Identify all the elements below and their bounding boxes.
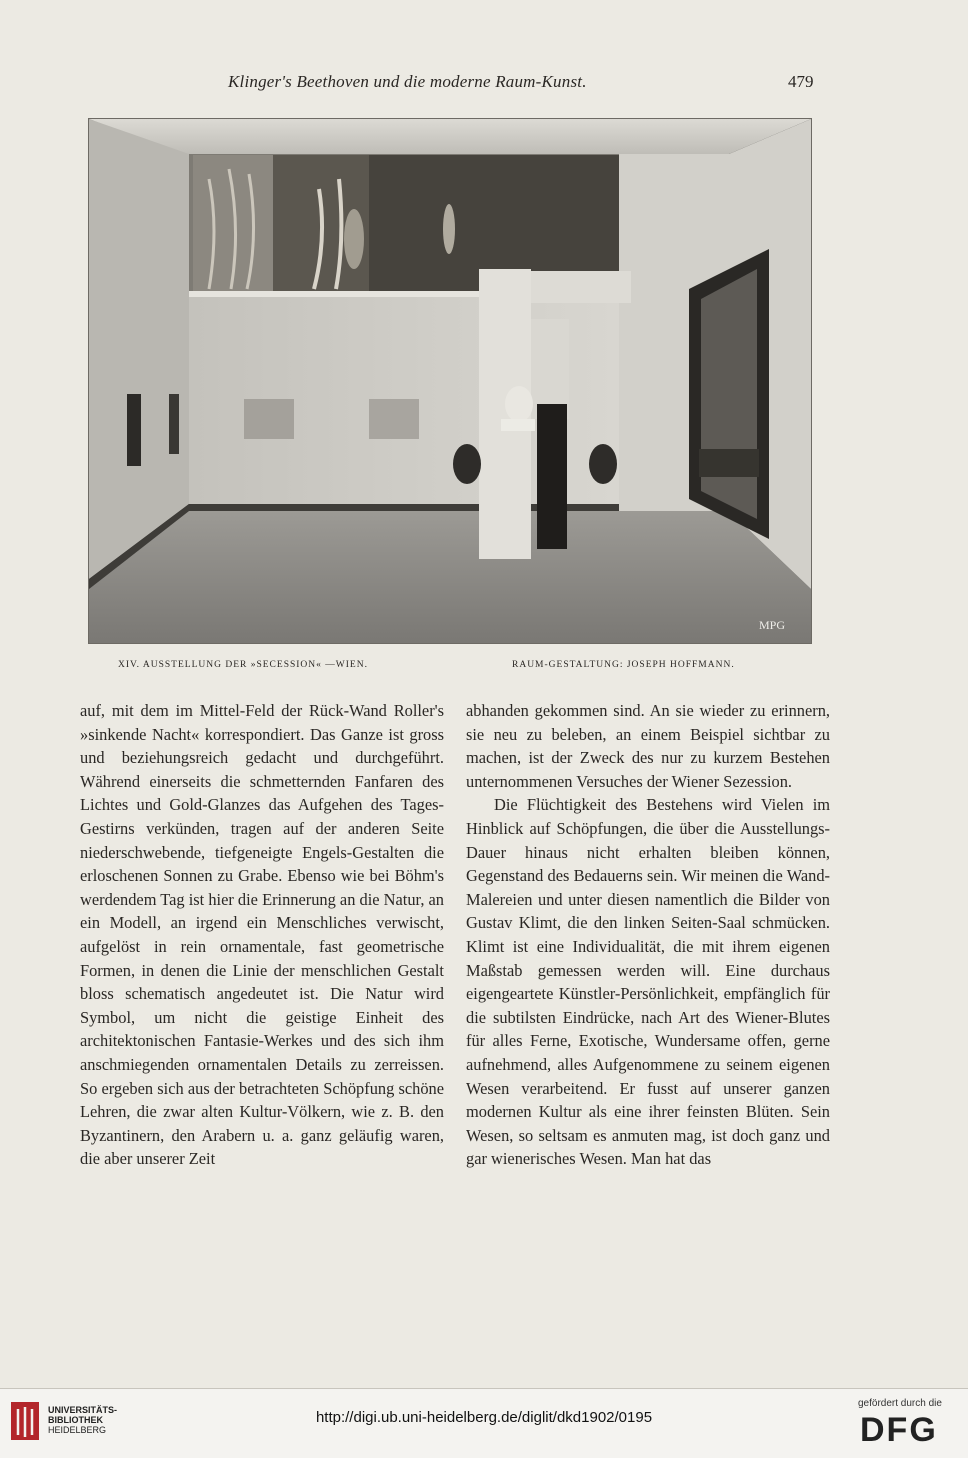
library-name-line: BIBLIOTHEK <box>48 1415 103 1425</box>
photo-illustration <box>89 119 811 643</box>
digitization-footer <box>0 1388 968 1458</box>
library-name-line: UNIVERSITÄTS- <box>48 1405 118 1415</box>
paragraph: Die Flüchtigkeit des Bestehens wird Vielen im Hinblick auf Schöpfungen, die über die Ausstellungs-Dauer hinaus nicht erhalten bleiben können, Gegenstand des Bedauerns sein. Wir meinen die Wand-Malereien und unter diesen namentlich die Bilder von Gustav Klimt, die den linken Seiten-Saal schmücken. Klimt ist eine Individualität, die mit ihrem eigenen Maßstab gemessen werden will. Eine durchaus eigengeartete Künstler-Persönlichkeit, empfänglich für die subtilsten Eindrücke, nach Art des Wiener-Blutes für alles Ferne, Exotische, Wundersame offen, gerne aufnehmend, alles Aufgenommene zu seinem eigenen Wesen verarbeitend. Er fusst auf unserer ganzen modernen Kultur als eine ihrer feinsten Blüten. Sein Wesen, so seltsam es anmuten mag, ist doch ganz und gar wienerisches Wesen. Man hat das <box>466 795 830 1169</box>
running-title: Klinger's Beethoven und die moderne Raum-Kunst. <box>228 72 587 91</box>
paragraph: auf, mit dem im Mittel-Feld der Rück-Wand Roller's »sinkende Nacht« korrespondiert. Das Ganze ist gross und beziehungsreich gedacht und durchgeführt. Während einerseits die schmetternden Fanfaren des Lichtes und Gold-Glanzes das Aufgehen des Tages-Gestirns verkünden, tragen auf der anderen Seite niederschwebende, tiefgeneigte Engels-Gestalten die erloschenen Sonnen zu Grabe. Ebenso wie bei Böhm's werdendem Tag ist hier die Erinnerung an die Natur, an ein Modell, an irgend ein Menschliches verwischt, aufgelöst in rein ornamentale, fast geometrische Formen, in denen die Linie der menschlichen Gestalt bloss schematisch angedeutet ist. Die Natur wird Symbol, um nicht die geistige Einheit des architektonischen Fantasie-Werkes und des sich ihm anschmiegenden ornamentalen Details zu zerreissen. So ergeben sich aus der betrachteten Schöpfung schöne Lehren, die zwar alten Kultur-Völkern, wie z. B. den Byzantinern, den Arabern u. a. ganz geläufig waren, die aber unserer Zeit <box>80 701 444 1169</box>
text-column-right <box>466 699 830 1171</box>
dfg-logo: DFG <box>860 1411 938 1449</box>
running-head <box>0 72 968 96</box>
photo-monogram: MPG <box>759 618 786 632</box>
caption-design-credit: RAUM-GESTALTUNG: JOSEPH HOFFMANN. <box>512 660 735 670</box>
exhibition-hall-photograph <box>88 118 812 644</box>
caption-exhibition: XIV. AUSSTELLUNG DER »SECESSION« —WIEN. <box>118 660 368 670</box>
funded-by-label: gefördert durch die <box>858 1398 942 1409</box>
permalink-url[interactable]: http://digi.ub.uni-heidelberg.de/diglit/dkd1902/0195 <box>315 1409 653 1426</box>
paragraph: abhanden gekommen sind. An sie wieder zu erinnern, sie neu zu beleben, an einem Beispiel sichtbar zu machen, ist der Zweck des nur zu kurzem Bestehen unternommenen Versuches der Wiener Sezession. <box>466 701 830 791</box>
photo-caption <box>0 660 968 674</box>
page-number: 479 <box>788 72 814 91</box>
library-name-line: HEIDELBERG <box>48 1425 107 1435</box>
text-column-left <box>80 699 444 1171</box>
